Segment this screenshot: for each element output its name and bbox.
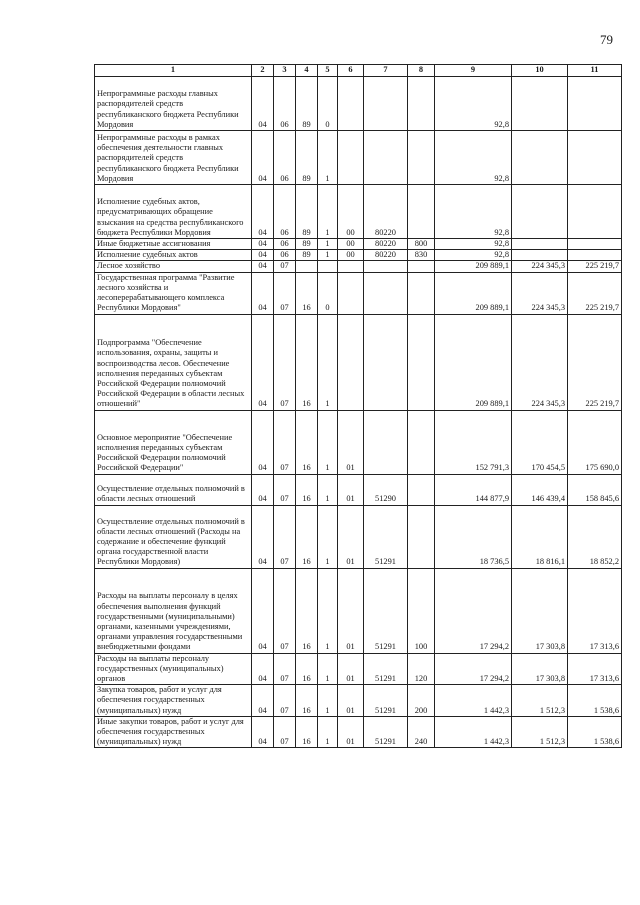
amount-year-1-cell: 92,8 — [435, 77, 512, 131]
program-code-cell: 16 — [296, 716, 318, 748]
column-header: 6 — [338, 65, 364, 77]
item-name-cell: Иные бюджетные ассигнования — [95, 239, 252, 250]
item-name-cell: Непрограммные расходы главных распорядителей средств республиканского бюджета Республики Мордовия — [95, 77, 252, 131]
item-name-cell: Подпрограмма "Обеспечение использования, охраны, защиты и воспроизводства лесов. Обеспечение исполнения переданных субъектам Российской Федерации полномочий Российской Федерации в области лесных отношений" — [95, 314, 252, 410]
amount-year-3-cell: 175 690,0 — [568, 410, 622, 474]
amount-year-3-cell: 1 538,6 — [568, 716, 622, 748]
column-header: 5 — [318, 65, 338, 77]
section-code-cell: 04 — [252, 261, 274, 272]
subsection-code-cell: 06 — [274, 239, 296, 250]
expense-type-code-cell — [408, 185, 435, 239]
amount-year-2-cell: 17 303,8 — [512, 653, 568, 685]
column-header: 4 — [296, 65, 318, 77]
amount-year-2-cell: 224 345,3 — [512, 272, 568, 314]
amount-year-3-cell — [568, 239, 622, 250]
section-code-cell: 04 — [252, 185, 274, 239]
subprogram-code-cell: 1 — [318, 131, 338, 185]
subprogram-code-cell — [318, 261, 338, 272]
subprogram-code-cell: 1 — [318, 568, 338, 653]
amount-year-2-cell: 146 439,4 — [512, 474, 568, 505]
subprogram-code-cell: 1 — [318, 716, 338, 748]
amount-year-2-cell — [512, 131, 568, 185]
expense-type-code-cell — [408, 314, 435, 410]
table-row — [95, 131, 622, 185]
section-code-cell: 04 — [252, 272, 274, 314]
amount-year-1-cell: 92,8 — [435, 239, 512, 250]
amount-year-1-cell: 209 889,1 — [435, 314, 512, 410]
amount-year-3-cell: 1 538,6 — [568, 685, 622, 717]
subsection-code-cell: 07 — [274, 272, 296, 314]
expense-type-code-cell — [408, 131, 435, 185]
column-header: 2 — [252, 65, 274, 77]
page-number: 79 — [600, 32, 613, 47]
column-header: 7 — [364, 65, 408, 77]
amount-year-2-cell: 1 512,3 — [512, 685, 568, 717]
direction-code-cell: 51290 — [364, 474, 408, 505]
amount-year-1-cell: 144 877,9 — [435, 474, 512, 505]
section-code-cell: 04 — [252, 131, 274, 185]
subsection-code-cell: 07 — [274, 568, 296, 653]
amount-year-2-cell — [512, 77, 568, 131]
subsection-code-cell: 07 — [274, 474, 296, 505]
subprogram-code-cell: 0 — [318, 272, 338, 314]
direction-code-cell: 80220 — [364, 239, 408, 250]
budget-table — [94, 64, 622, 748]
activity-code-cell: 01 — [338, 716, 364, 748]
item-name-cell: Расходы на выплаты персоналу государственных (муниципальных) органов — [95, 653, 252, 685]
activity-code-cell: 01 — [338, 505, 364, 568]
amount-year-2-cell: 1 512,3 — [512, 716, 568, 748]
amount-year-1-cell: 18 736,5 — [435, 505, 512, 568]
column-header: 1 — [95, 65, 252, 77]
amount-year-1-cell: 152 791,3 — [435, 410, 512, 474]
activity-code-cell — [338, 272, 364, 314]
section-code-cell: 04 — [252, 474, 274, 505]
program-code-cell: 89 — [296, 185, 318, 239]
program-code-cell: 89 — [296, 131, 318, 185]
subprogram-code-cell: 1 — [318, 250, 338, 261]
direction-code-cell — [364, 261, 408, 272]
program-code-cell: 16 — [296, 474, 318, 505]
amount-year-1-cell: 209 889,1 — [435, 261, 512, 272]
activity-code-cell — [338, 77, 364, 131]
item-name-cell: Исполнение судебных актов, предусматривающих обращение взыскания на средства республиканского бюджета Республики Мордовия — [95, 185, 252, 239]
expense-type-code-cell — [408, 410, 435, 474]
subprogram-code-cell: 1 — [318, 653, 338, 685]
amount-year-2-cell: 224 345,3 — [512, 314, 568, 410]
direction-code-cell — [364, 77, 408, 131]
subsection-code-cell: 07 — [274, 716, 296, 748]
amount-year-3-cell: 225 219,7 — [568, 272, 622, 314]
amount-year-1-cell: 92,8 — [435, 185, 512, 239]
expense-type-code-cell — [408, 272, 435, 314]
item-name-cell: Основное мероприятие "Обеспечение исполнения переданных субъектам Российской Федерации полномочий Российской Федерации" — [95, 410, 252, 474]
program-code-cell: 16 — [296, 685, 318, 717]
subprogram-code-cell: 1 — [318, 505, 338, 568]
expense-type-code-cell — [408, 261, 435, 272]
table-row — [95, 272, 622, 314]
activity-code-cell — [338, 314, 364, 410]
expense-type-code-cell — [408, 77, 435, 131]
subsection-code-cell: 06 — [274, 77, 296, 131]
expense-type-code-cell — [408, 505, 435, 568]
table-row — [95, 239, 622, 250]
expense-type-code-cell — [408, 474, 435, 505]
section-code-cell: 04 — [252, 314, 274, 410]
amount-year-2-cell — [512, 239, 568, 250]
amount-year-2-cell — [512, 185, 568, 239]
item-name-cell: Исполнение судебных актов — [95, 250, 252, 261]
subsection-code-cell: 07 — [274, 685, 296, 717]
subprogram-code-cell: 1 — [318, 685, 338, 717]
subsection-code-cell: 06 — [274, 131, 296, 185]
table-row — [95, 685, 622, 717]
column-header: 8 — [408, 65, 435, 77]
subprogram-code-cell: 1 — [318, 410, 338, 474]
activity-code-cell: 00 — [338, 185, 364, 239]
section-code-cell: 04 — [252, 685, 274, 717]
subsection-code-cell: 06 — [274, 250, 296, 261]
activity-code-cell: 01 — [338, 653, 364, 685]
amount-year-2-cell: 17 303,8 — [512, 568, 568, 653]
table-row — [95, 716, 622, 748]
direction-code-cell: 51291 — [364, 568, 408, 653]
program-code-cell: 89 — [296, 239, 318, 250]
program-code-cell: 16 — [296, 314, 318, 410]
amount-year-3-cell — [568, 131, 622, 185]
section-code-cell: 04 — [252, 77, 274, 131]
amount-year-1-cell: 1 442,3 — [435, 685, 512, 717]
program-code-cell — [296, 261, 318, 272]
section-code-cell: 04 — [252, 505, 274, 568]
subprogram-code-cell: 1 — [318, 185, 338, 239]
direction-code-cell — [364, 131, 408, 185]
amount-year-3-cell: 17 313,6 — [568, 568, 622, 653]
program-code-cell: 16 — [296, 505, 318, 568]
subprogram-code-cell: 1 — [318, 474, 338, 505]
table-row — [95, 185, 622, 239]
section-code-cell: 04 — [252, 716, 274, 748]
table-row — [95, 77, 622, 131]
section-code-cell: 04 — [252, 250, 274, 261]
direction-code-cell — [364, 272, 408, 314]
program-code-cell: 16 — [296, 653, 318, 685]
amount-year-1-cell: 92,8 — [435, 131, 512, 185]
direction-code-cell: 51291 — [364, 653, 408, 685]
amount-year-2-cell: 18 816,1 — [512, 505, 568, 568]
amount-year-2-cell — [512, 250, 568, 261]
amount-year-3-cell: 17 313,6 — [568, 653, 622, 685]
column-header: 9 — [435, 65, 512, 77]
table-row — [95, 314, 622, 410]
table-row — [95, 410, 622, 474]
amount-year-3-cell: 225 219,7 — [568, 314, 622, 410]
section-code-cell: 04 — [252, 410, 274, 474]
table-row — [95, 250, 622, 261]
section-code-cell: 04 — [252, 239, 274, 250]
subprogram-code-cell: 0 — [318, 77, 338, 131]
direction-code-cell: 80220 — [364, 250, 408, 261]
subsection-code-cell: 07 — [274, 410, 296, 474]
program-code-cell: 89 — [296, 250, 318, 261]
amount-year-2-cell: 170 454,5 — [512, 410, 568, 474]
item-name-cell: Иные закупки товаров, работ и услуг для обеспечения государственных (муниципальных) нужд — [95, 716, 252, 748]
item-name-cell: Закупка товаров, работ и услуг для обеспечения государственных (муниципальных) нужд — [95, 685, 252, 717]
subprogram-code-cell: 1 — [318, 314, 338, 410]
table-row — [95, 505, 622, 568]
expense-type-code-cell: 800 — [408, 239, 435, 250]
amount-year-2-cell: 224 345,3 — [512, 261, 568, 272]
expense-type-code-cell: 100 — [408, 568, 435, 653]
table-header-row — [95, 65, 622, 77]
amount-year-3-cell: 225 219,7 — [568, 261, 622, 272]
activity-code-cell: 00 — [338, 250, 364, 261]
subprogram-code-cell: 1 — [318, 239, 338, 250]
section-code-cell: 04 — [252, 653, 274, 685]
activity-code-cell: 01 — [338, 685, 364, 717]
item-name-cell: Государственная программа "Развитие лесного хозяйства и лесоперерабатывающего комплекса Республики Мордовия" — [95, 272, 252, 314]
amount-year-1-cell: 17 294,2 — [435, 653, 512, 685]
amount-year-1-cell: 17 294,2 — [435, 568, 512, 653]
item-name-cell: Лесное хозяйство — [95, 261, 252, 272]
direction-code-cell: 51291 — [364, 505, 408, 568]
direction-code-cell: 80220 — [364, 185, 408, 239]
program-code-cell: 16 — [296, 410, 318, 474]
activity-code-cell: 01 — [338, 474, 364, 505]
item-name-cell: Непрограммные расходы в рамках обеспечения деятельности главных распорядителей средств республиканского бюджета Республики Мордовия — [95, 131, 252, 185]
item-name-cell: Осуществление отдельных полномочий в области лесных отношений — [95, 474, 252, 505]
direction-code-cell — [364, 314, 408, 410]
subsection-code-cell: 07 — [274, 653, 296, 685]
activity-code-cell: 01 — [338, 568, 364, 653]
amount-year-3-cell: 18 852,2 — [568, 505, 622, 568]
expense-type-code-cell: 200 — [408, 685, 435, 717]
activity-code-cell: 01 — [338, 410, 364, 474]
activity-code-cell: 00 — [338, 239, 364, 250]
subsection-code-cell: 07 — [274, 314, 296, 410]
expense-type-code-cell: 830 — [408, 250, 435, 261]
amount-year-1-cell: 92,8 — [435, 250, 512, 261]
subsection-code-cell: 07 — [274, 261, 296, 272]
column-header: 11 — [568, 65, 622, 77]
direction-code-cell: 51291 — [364, 716, 408, 748]
table-row — [95, 653, 622, 685]
direction-code-cell: 51291 — [364, 685, 408, 717]
activity-code-cell — [338, 261, 364, 272]
amount-year-3-cell — [568, 77, 622, 131]
item-name-cell: Осуществление отдельных полномочий в области лесных отношений (Расходы на содержание и обеспечение функций органа государственной власти Республики Мордовия) — [95, 505, 252, 568]
subsection-code-cell: 06 — [274, 185, 296, 239]
amount-year-3-cell: 158 845,6 — [568, 474, 622, 505]
table-row — [95, 568, 622, 653]
table-row — [95, 261, 622, 272]
program-code-cell: 16 — [296, 568, 318, 653]
expense-type-code-cell: 120 — [408, 653, 435, 685]
amount-year-1-cell: 1 442,3 — [435, 716, 512, 748]
program-code-cell: 89 — [296, 77, 318, 131]
subsection-code-cell: 07 — [274, 505, 296, 568]
program-code-cell: 16 — [296, 272, 318, 314]
amount-year-3-cell — [568, 250, 622, 261]
activity-code-cell — [338, 131, 364, 185]
table-row — [95, 474, 622, 505]
column-header: 3 — [274, 65, 296, 77]
amount-year-3-cell — [568, 185, 622, 239]
column-header: 10 — [512, 65, 568, 77]
section-code-cell: 04 — [252, 568, 274, 653]
expense-type-code-cell: 240 — [408, 716, 435, 748]
item-name-cell: Расходы на выплаты персоналу в целях обеспечения выполнения функций государственными (муниципальными) органами, казенными учреждениями, органами управления государственными внебюджетными фондами — [95, 568, 252, 653]
direction-code-cell — [364, 410, 408, 474]
amount-year-1-cell: 209 889,1 — [435, 272, 512, 314]
